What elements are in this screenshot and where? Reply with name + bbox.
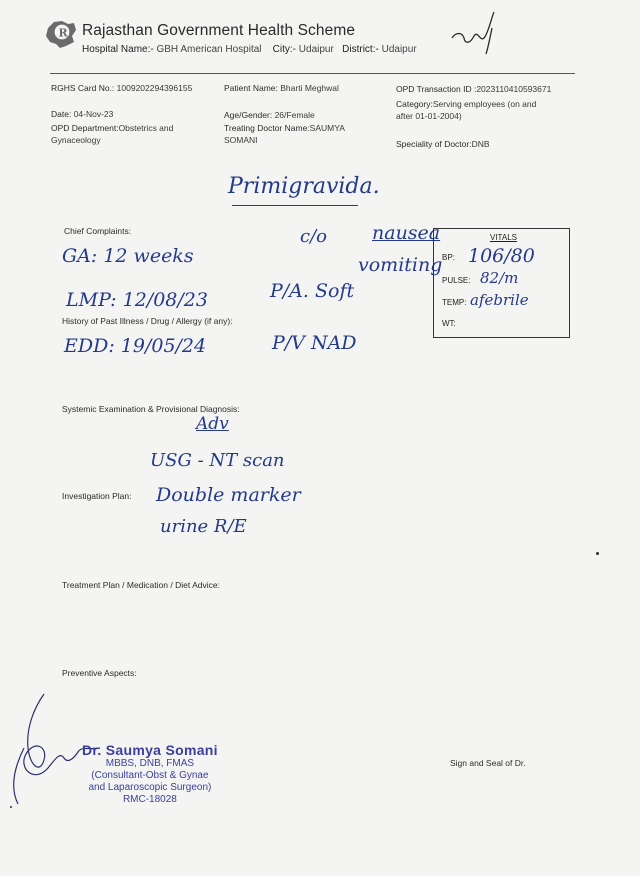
temp-label: TEMP: <box>442 298 467 307</box>
rghs-value: 1009202294396155 <box>116 83 193 93</box>
handwritten-adv: Adv <box>196 414 229 434</box>
patient-name-value: Bharti Meghwal <box>280 83 339 93</box>
speciality-label: Speciality of Doctor: <box>396 139 472 149</box>
opd-transaction <box>396 84 551 94</box>
vitals-title: VITALS <box>490 233 517 242</box>
svg-text:R: R <box>58 26 68 40</box>
chief-complaints-label: Chief Complaints: <box>64 226 132 236</box>
city-label: City:- <box>272 44 296 55</box>
patient-name <box>224 83 339 93</box>
opd-department <box>51 122 173 146</box>
hospital-value: GBH American Hospital <box>156 44 262 55</box>
dept-value-2: Gynaceology <box>51 135 101 145</box>
stamp-role-line-2: and Laparoscopic Surgeon) <box>88 782 212 793</box>
stamp-rmc: RMC-18028 <box>122 794 177 805</box>
rghs-label: RGHS Card No.: <box>51 83 115 93</box>
investigation-plan-label: Investigation Plan: <box>62 491 132 501</box>
handwritten-usg: USG - NT scan <box>150 450 285 471</box>
hospital-info <box>82 44 417 55</box>
age-gender <box>224 110 315 120</box>
date-label: Date: <box>51 109 72 119</box>
preventive-aspects-label: Preventive Aspects: <box>62 668 137 678</box>
opd-txn-value: 202311041059367​1 <box>476 84 552 94</box>
ink-speck <box>596 552 599 555</box>
city-value: Udaipur <box>298 44 334 55</box>
category-label: Category: <box>396 99 433 109</box>
agegender-label: Age/Gender: <box>224 110 273 120</box>
bp-value: 106/80 <box>468 245 535 267</box>
district-value: Udaipur <box>381 44 417 55</box>
stamp-qualification: MBBS, DNB, FMAS <box>105 758 195 769</box>
doctor-speciality <box>396 139 490 149</box>
handwritten-co: c/o <box>300 226 327 247</box>
sign-seal-label: Sign and Seal of Dr. <box>450 758 526 768</box>
category <box>396 98 536 122</box>
opd-txn-label: OPD Transaction ID : <box>396 84 477 94</box>
history-label: History of Past Illness / Drug / Allergy (if any): <box>62 316 233 326</box>
pulse-value: 82/m <box>480 269 519 287</box>
systemic-exam-label: Systemic Examination & Provisional Diagnosis: <box>62 404 240 414</box>
handwritten-ga: GA: 12 weeks <box>62 245 194 267</box>
doctor-label: Treating Doctor Name: <box>224 123 310 133</box>
temp-value: afebrile <box>470 291 529 309</box>
agegender-value: 26/Female <box>274 110 315 120</box>
dept-value-1: Obstetrics and <box>118 123 174 133</box>
patient-name-label: Patient Name: <box>224 83 278 93</box>
ink-speck <box>10 806 12 808</box>
district-label: District:- <box>342 44 379 55</box>
wt-label: WT: <box>442 319 456 328</box>
vitals-box <box>433 228 570 338</box>
handwritten-pv-nad: P/V NAD <box>272 332 357 354</box>
visit-date <box>51 109 113 119</box>
handwritten-pa-soft: P/A. Soft <box>270 280 355 302</box>
handwritten-lmp: LMP: 12/08/23 <box>66 289 208 311</box>
pulse-label: PULSE: <box>442 276 471 285</box>
rghs-card <box>51 83 192 93</box>
stamp-role-line-1: (Consultant-Obst & Gynae <box>91 770 209 781</box>
rajasthan-map-logo-icon <box>44 18 78 50</box>
handwritten-primigravida: Primigravida. <box>228 174 380 199</box>
primigravida-underline <box>232 205 358 206</box>
date-value: 04-Nov-23 <box>73 109 114 119</box>
stamp-doctor-name: Dr. Saumya Somani <box>82 742 218 758</box>
header-divider <box>50 73 575 74</box>
header-initials-signature <box>448 8 508 56</box>
scheme-title: Rajasthan Government Health Scheme <box>82 22 356 39</box>
handwritten-double-marker: Double marker <box>156 484 301 506</box>
doctor-value-2: SOMANI <box>224 135 258 145</box>
speciality-value: DNB <box>471 139 490 149</box>
category-value-2: after 01-01-2004) <box>396 111 462 121</box>
handwritten-nausea: nausea <box>372 222 441 244</box>
doctor-value-1: SAUMYA <box>309 123 345 133</box>
handwritten-edd: EDD: 19/05/24 <box>64 335 207 357</box>
bp-label: BP: <box>442 253 455 262</box>
hospital-label: Hospital Name:- <box>82 44 154 55</box>
doctor-stamp <box>82 742 218 806</box>
handwritten-urine: urine R/E <box>160 516 247 537</box>
handwritten-vomiting: vomiting <box>358 254 443 276</box>
treatment-plan-label: Treatment Plan / Medication / Diet Advice: <box>62 580 220 590</box>
treating-doctor <box>224 122 345 146</box>
dept-label: OPD Department: <box>51 123 119 133</box>
category-value-1: Serving employees (on and <box>432 99 537 109</box>
